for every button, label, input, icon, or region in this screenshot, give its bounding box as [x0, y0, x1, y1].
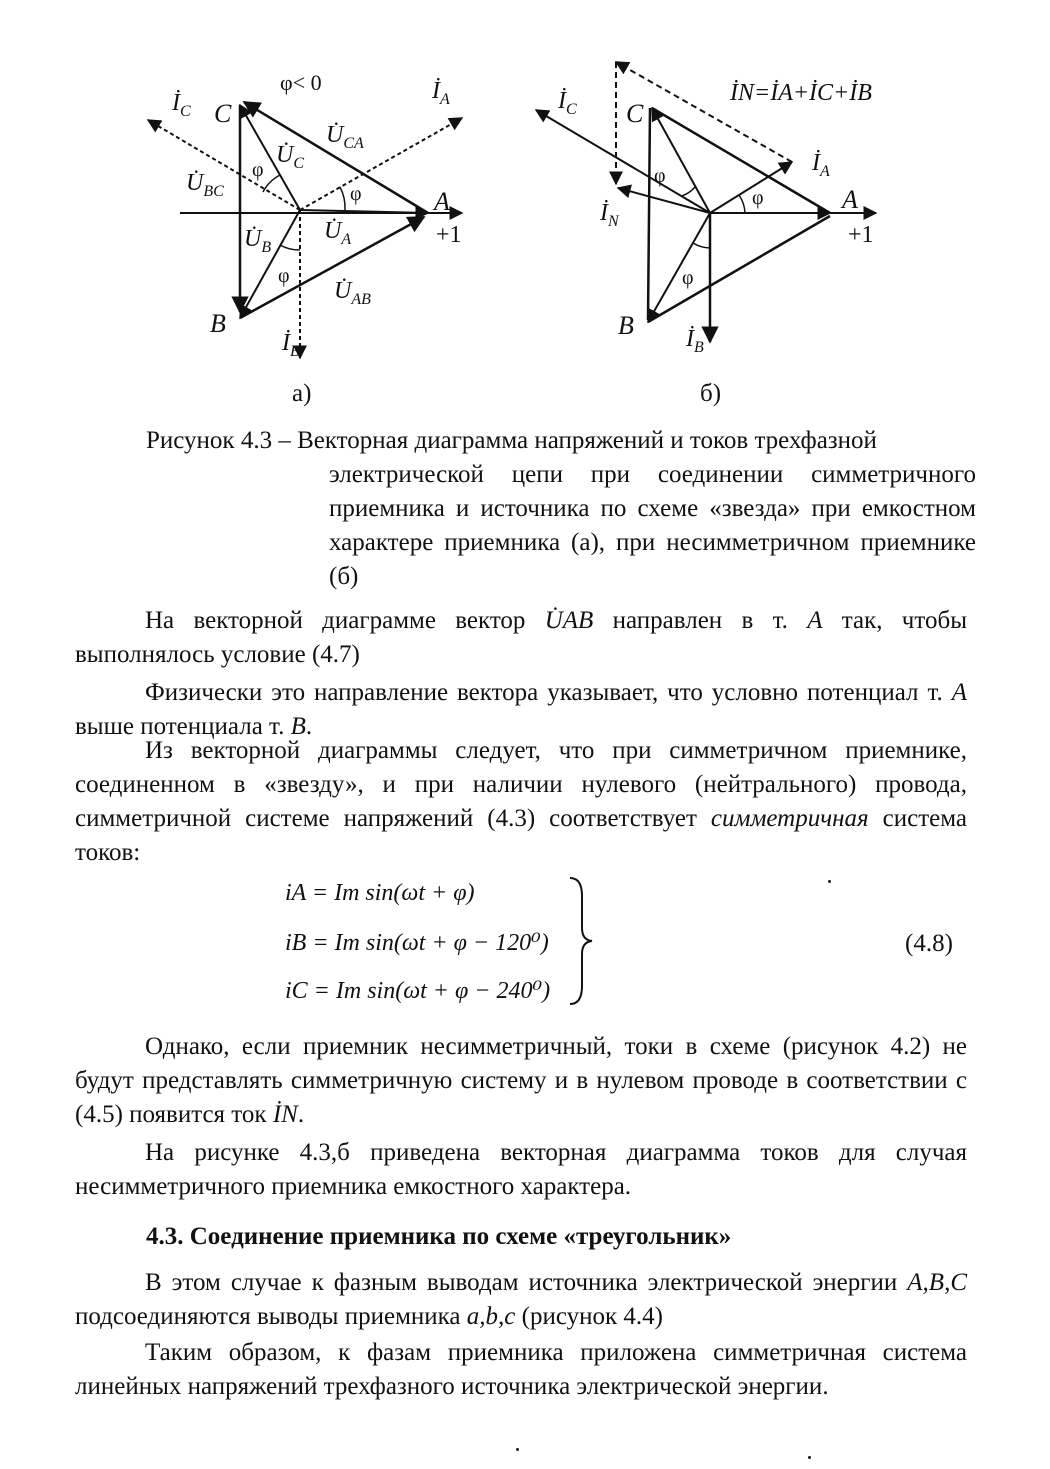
label-UAB: $U̇_{AB}$: [334, 278, 371, 308]
paragraph-5: На рисунке 4.3,б приведена векторная диаграмма токов для случая несимметричного приемника емкостного характера.: [75, 1139, 967, 1200]
point-B: B: [210, 309, 226, 338]
section-title: 4.3. Соединение приемника по схеме «треугольник»: [146, 1223, 732, 1250]
phi-arc-a1: [340, 187, 345, 210]
equation-iC: iC = Im sin(ωt + φ − 240⁰): [285, 978, 551, 1004]
vector-diagram-a: [140, 50, 490, 370]
current-IN-vector: [618, 188, 710, 213]
label-IB: $İ_B$: [282, 330, 300, 360]
plus-one: +1: [848, 222, 874, 248]
speck: [808, 1456, 811, 1459]
triangle-AB: [648, 216, 830, 322]
label-IA: $İ_A$: [812, 150, 830, 180]
voltage-B-vector: [648, 213, 710, 322]
label-IC: $İ_C$: [172, 90, 191, 120]
label-IN: $İ_N$: [600, 200, 619, 230]
caption-lead: Рисунок 4.3 – Векторная диаграмма напряжений и токов трехфазной: [146, 427, 877, 454]
phi-negative-label: φ< 0: [280, 70, 322, 95]
label-UC: $U̇_C$: [276, 142, 305, 172]
paragraph-6: В этом случае к фазным выводам источника электрической энергии A,B,C подсоединяются выводы приемника a,b,c (рисунок 4.4): [75, 1269, 967, 1330]
phi-arc-a2: [263, 175, 280, 192]
point-C: C: [626, 99, 644, 128]
caption-rest: электрической цепи при соединении симметричного приемника и источника по схеме «звезда» при емкостном характере приемника (а), при несимметричном приемнике (б): [329, 461, 976, 590]
phi-label-2: φ: [752, 187, 764, 209]
label-IA: $İ_A$: [432, 78, 450, 108]
label-IB: $İ_B$: [686, 326, 704, 356]
label-UB: $U̇_B$: [244, 226, 272, 256]
point-B: B: [618, 311, 634, 340]
triangle-CB: [648, 108, 650, 320]
paragraph-4: Однако, если приемник несимметричный, токи в схеме (рисунок 4.2) не будут представлять симметричную систему и в нулевом проводе в соответствии с (4.5) появится ток İN.: [75, 1033, 967, 1128]
phi-label-3: φ: [278, 265, 290, 287]
paragraph-3: Из векторной диаграммы следует, что при симметричном приемнике, соединенном в «звезду», и при наличии нулевого (нейтрального) провода, симметричной системе напряжений (4.3) соответствует симметричная система токов:: [75, 737, 967, 866]
phi-arc-b1: [739, 195, 745, 213]
label-UA: $U̇_A$: [324, 218, 352, 248]
speck: [516, 1448, 519, 1451]
subfigure-label-a: а): [292, 380, 312, 407]
phi-label-3: φ: [682, 267, 694, 289]
voltage-UCA-vector: [244, 102, 428, 213]
phi-arc-a3: [280, 245, 300, 250]
IN-equation: İN=İA+İC+İB: [730, 80, 872, 106]
point-C: C: [214, 99, 232, 128]
paragraph-1: На векторной диаграмме вектор U̇AB направлен в т. A так, чтобы выполнялось условие (4.7): [75, 607, 967, 668]
figure-caption: [146, 424, 976, 594]
plus-one: +1: [436, 222, 462, 248]
subfigure-label-b: б): [700, 380, 722, 407]
phi-label-1: φ: [654, 165, 666, 187]
label-IC: $İ_C$: [558, 88, 577, 118]
paragraph-2: Физически это направление вектора указывает, что условно потенциал т. A выше потенциала т. B.: [75, 679, 967, 740]
phi-arc-b3: [693, 243, 710, 248]
point-A: A: [842, 185, 858, 214]
equation-iB: iB = Im sin(ωt + φ − 120⁰): [285, 930, 549, 956]
point-A: A: [434, 187, 450, 216]
current-IA-vector: [710, 162, 792, 213]
equation-number: (4.8): [905, 930, 953, 957]
paragraph-7: Таким образом, к фазам приемника приложена симметричная система линейных напряжений трехфазного источника электрической энергии.: [75, 1339, 967, 1400]
phi-label-2: φ: [350, 183, 362, 205]
vector-diagram-b: [530, 50, 890, 370]
phi-label-1: φ: [252, 159, 264, 181]
label-UBC: $U̇_{BC}$: [186, 170, 224, 200]
equation-brace: [566, 876, 596, 1006]
equation-iA: iA = Im sin(ωt + φ): [285, 880, 475, 906]
phi-arc-b2: [682, 187, 695, 196]
label-UCA: $U̇_{CA}$: [326, 122, 364, 152]
speck: [828, 880, 831, 883]
